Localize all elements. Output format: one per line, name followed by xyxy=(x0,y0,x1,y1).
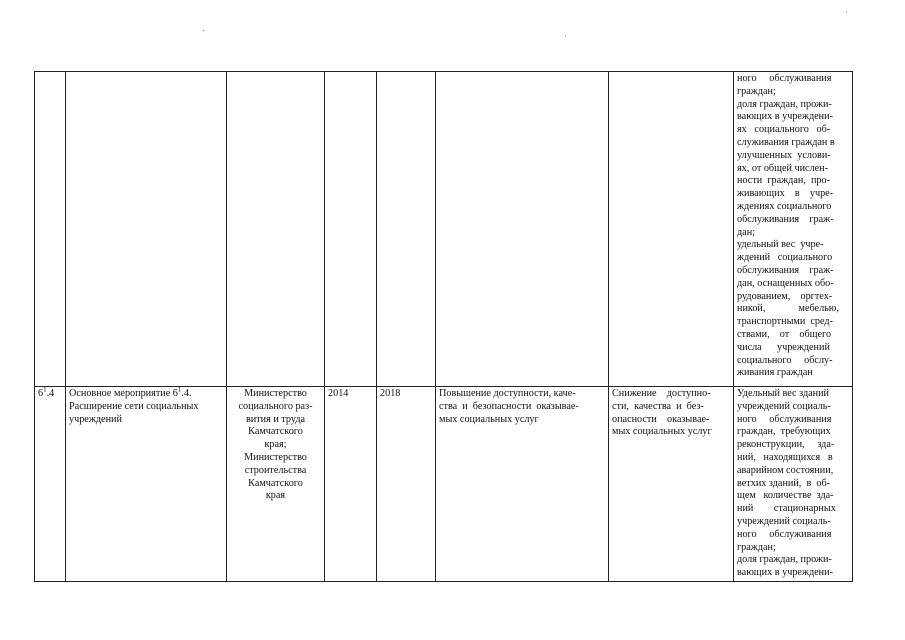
indicator-line: ного обслуживания xyxy=(737,73,832,84)
indicator-line: дан; xyxy=(737,226,755,238)
result-line: мых социальных услуг xyxy=(439,413,539,425)
indicator-line: ний стационарных xyxy=(737,503,836,515)
cell-executor xyxy=(227,72,325,387)
indicator-line: служивания граждан в xyxy=(737,136,835,148)
indicator-line: ях социального об- xyxy=(737,124,831,136)
cell-end-year: 2018 xyxy=(377,387,436,582)
consequence-line: Снижение доступно- xyxy=(612,388,711,399)
cell-number xyxy=(35,387,66,582)
table-row-continued xyxy=(35,72,853,387)
indicator-line: живания граждан xyxy=(737,367,813,379)
indicator-line: ного обслуживания xyxy=(737,413,832,425)
indicator-line: обслуживания граж- xyxy=(737,213,834,225)
executor-line: края xyxy=(265,490,286,502)
item-number-sup: 1 xyxy=(43,386,47,394)
indicator-line: доля граждан, прожи- xyxy=(737,554,832,566)
executor-line: строительства xyxy=(244,464,307,476)
indicator-line: реконструкции, зда- xyxy=(737,439,835,451)
cell-start-year xyxy=(325,72,377,387)
indicator-line: ствами, от общего xyxy=(737,328,832,340)
executor-line: вития и труда xyxy=(245,413,306,425)
executor-line: Камчатского xyxy=(248,477,303,489)
cell-expected-result xyxy=(436,72,609,387)
activity-name-sup: 1 xyxy=(177,386,182,394)
indicator-line: числа учреждений xyxy=(737,341,830,353)
cell-consequences xyxy=(609,72,734,387)
indicator-line: ного обслуживания xyxy=(737,528,832,540)
activities-table xyxy=(34,71,853,582)
item-number-suffix: .4 xyxy=(46,388,55,399)
executor-line: Камчатского xyxy=(248,426,303,438)
indicator-line: ях, от общей числен- xyxy=(737,162,829,174)
indicator-line: ний, находящихся в xyxy=(737,451,833,463)
executor-line: Министерство xyxy=(244,388,307,399)
cell-consequences xyxy=(609,387,734,582)
indicator-line: ности граждан, про- xyxy=(737,175,830,187)
indicator-line: улучшенных услови- xyxy=(737,149,831,161)
scan-speck xyxy=(203,30,204,31)
activity-name-line: учреждений xyxy=(69,413,122,425)
executor-line: Министерство xyxy=(244,451,307,463)
indicator-line: рудованием, оргтех- xyxy=(737,290,833,302)
cell-number xyxy=(35,72,66,387)
indicator-line: ждениях социального xyxy=(737,200,832,212)
cell-activity-name xyxy=(66,387,227,582)
indicator-line: ветхих зданий, в об- xyxy=(737,477,831,489)
indicator-line: граждан; xyxy=(737,85,776,97)
table-row-item xyxy=(35,387,853,582)
cell-start-year: 2014 xyxy=(325,387,377,582)
indicator-line: удельный вес учре- xyxy=(737,239,824,251)
indicator-line: транспортными сред- xyxy=(737,316,833,328)
indicator-line: обслуживания граж- xyxy=(737,264,834,276)
cell-indicators xyxy=(734,72,853,387)
activity-name-part1: Основное мероприятие 6 xyxy=(69,388,178,399)
scan-speck xyxy=(565,35,566,36)
result-line: ства и безопасности оказывае- xyxy=(439,400,579,412)
indicator-line: никой, мебелью, xyxy=(737,303,839,315)
scan-speck xyxy=(846,12,847,13)
cell-executor xyxy=(227,387,325,582)
indicator-line: вающих в учреждени- xyxy=(737,111,833,123)
activity-name-line: Расширение сети социальных xyxy=(69,400,199,412)
cell-indicators xyxy=(734,387,853,582)
indicator-line: граждан; xyxy=(737,541,776,553)
indicator-line: живающих в учре- xyxy=(737,188,834,200)
indicator-line: социального обслу- xyxy=(737,354,833,366)
consequence-line: опасности оказывае- xyxy=(612,413,710,425)
indicator-line: дан, оснащенных обо- xyxy=(737,277,834,289)
executor-line: края; xyxy=(264,439,287,451)
consequence-line: сти, качества и без- xyxy=(612,400,704,412)
indicator-line: вающих в учреждени- xyxy=(737,567,833,579)
indicator-line: аварийном состоянии, xyxy=(737,464,834,476)
indicator-line: учреждений социаль- xyxy=(737,515,831,527)
result-line: Повышение доступности, каче- xyxy=(439,388,576,399)
cell-end-year xyxy=(377,72,436,387)
indicator-line: Удельный вес зданий xyxy=(737,388,830,399)
indicator-line: доля граждан, прожи- xyxy=(737,98,832,110)
indicator-line: граждан, требующих xyxy=(737,426,831,438)
indicator-line: ждений социального xyxy=(737,252,833,264)
indicator-line: учреждений социаль- xyxy=(737,400,831,412)
cell-activity-name xyxy=(66,72,227,387)
indicator-line: щем количестве зда- xyxy=(737,490,834,502)
executor-line: социального раз- xyxy=(238,400,313,412)
cell-expected-result xyxy=(436,387,609,582)
consequence-line: мых социальных услуг xyxy=(612,426,712,438)
activity-name-part2: .4. xyxy=(181,388,192,399)
item-number-prefix: 6 xyxy=(38,388,44,399)
activity-name-line xyxy=(69,388,223,401)
